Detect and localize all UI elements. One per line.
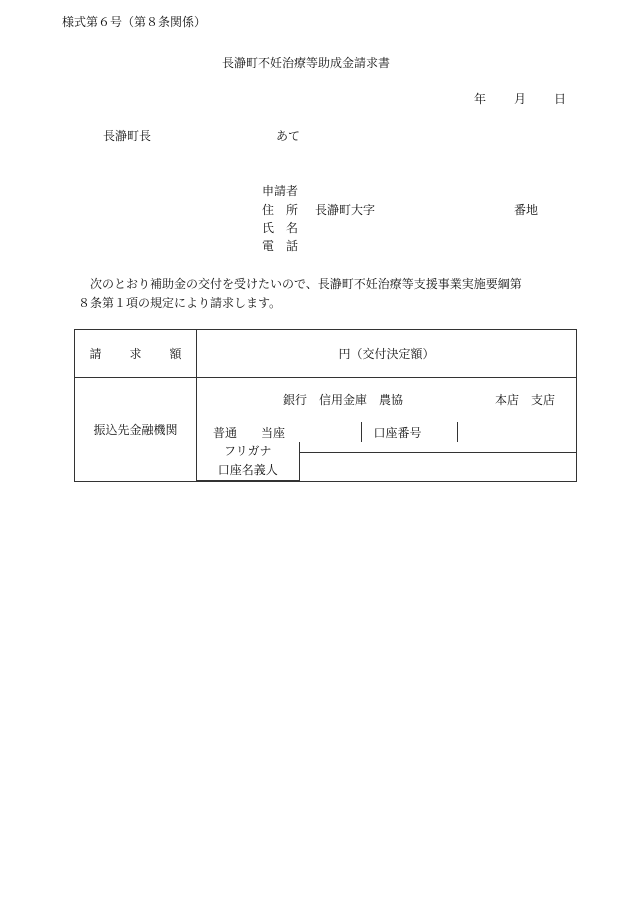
- year-label: 年: [474, 92, 487, 106]
- account-type-cell: 普通 当座: [197, 422, 361, 442]
- holder-label-cell: [197, 442, 299, 481]
- holder-label: 口座名義人: [217, 463, 278, 477]
- account-number-field[interactable]: [457, 422, 577, 442]
- amount-label: 請 求 額: [75, 330, 197, 378]
- phone-label: 電 話: [262, 239, 299, 253]
- bank-label: 振込先金融機関: [75, 378, 197, 482]
- addressee-name: 長瀞町長: [103, 129, 152, 143]
- address-label: 住 所: [262, 203, 299, 217]
- body-text-line-2: ８条第１項の規定により請求します。: [78, 296, 282, 310]
- furigana-label: フリガナ: [224, 444, 272, 458]
- address-value: 長瀞町大字: [315, 203, 376, 217]
- bank-details-cell: [197, 378, 577, 482]
- bank-type-list: 銀行 信用金庫 農協: [283, 393, 404, 407]
- applicant-heading: 申請者: [262, 184, 299, 198]
- account-table: [197, 422, 577, 442]
- address-suffix: 番地: [514, 203, 539, 217]
- addressee-suffix: あて: [276, 129, 301, 143]
- name-label: 氏 名: [262, 221, 299, 235]
- holder-field[interactable]: [299, 453, 577, 481]
- bank-types-row: [197, 378, 576, 422]
- amount-value: 円（交付決定額）: [197, 330, 577, 378]
- day-label: 日: [554, 92, 567, 106]
- month-label: 月: [514, 92, 527, 106]
- date-line: [474, 91, 566, 107]
- holder-table: [197, 442, 577, 481]
- document-title: 長瀞町不妊治療等助成金請求書: [222, 56, 391, 70]
- account-number-label: 口座番号: [361, 422, 457, 442]
- request-table: [74, 329, 577, 482]
- furigana-field[interactable]: [299, 442, 577, 453]
- body-text-line-1: 次のとおり補助金の交付を受けたいので、長瀞町不妊治療等支援事業実施要綱第: [90, 277, 522, 291]
- form-number: 様式第６号（第８条関係）: [62, 15, 207, 29]
- branch-type-list: 本店 支店: [495, 393, 556, 407]
